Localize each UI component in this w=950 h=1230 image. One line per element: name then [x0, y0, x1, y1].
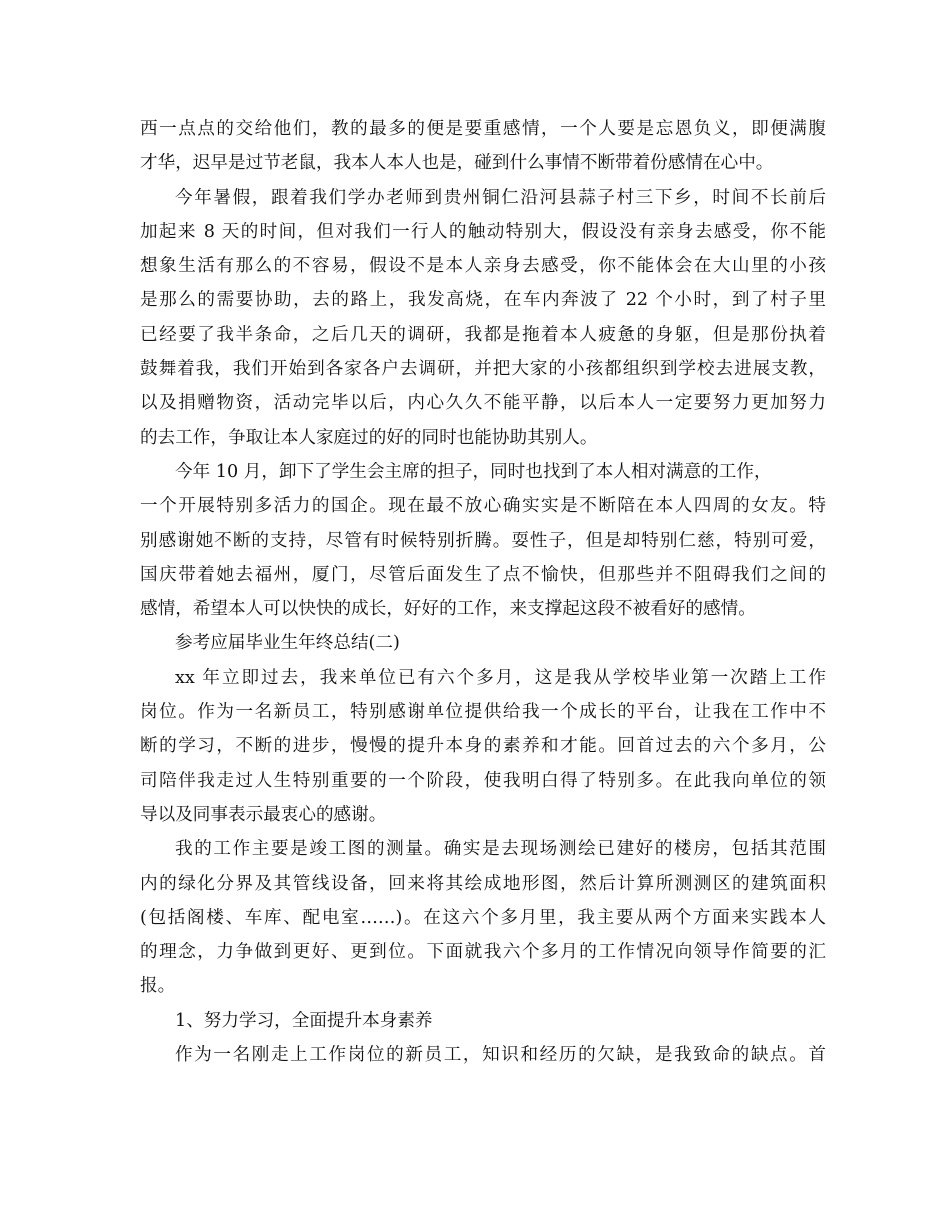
- text-line: 以及捐赠物资，活动完毕以后，内心久久不能平静，以后本人一定要努力更加努力: [140, 393, 826, 414]
- text-line: xx 年立即过去，我来单位已有六个多月，这是我从学校毕业第一次踏上工作: [175, 667, 826, 688]
- text-line: 今年暑假，跟着我们学办老师到贵州铜仁沿河县蒜子村三下乡，时间不长前后: [175, 187, 826, 208]
- text-line: 已经要了我半条命，之后几天的调研，我都是拖着本人疲惫的身躯，但是那份执着: [140, 324, 826, 345]
- document-page: [140, 112, 826, 1072]
- text-line: 加起来 8 天的时间，但对我们一行人的触动特别大，假设没有亲身去感受，你不能: [140, 221, 826, 242]
- text-line: 今年 10 月，卸下了学生会主席的担子，同时也找到了本人相对满意的工作，: [175, 461, 772, 482]
- text-line: 的理念，力争做到更好、更到位。下面就我六个多月的工作情况向领导作简要的汇: [140, 942, 826, 963]
- text-line: 才华，迟早是过节老鼠，我本人本人也是，碰到什么事情不断带着份感情在心中。: [140, 153, 774, 174]
- text-line: 感情，希望本人可以快快的成长，好好的工作，来支撑起这段不被看好的感情。: [140, 599, 756, 620]
- text-line: 我的工作主要是竣工图的测量。确实是去现场测绘已建好的楼房，包括其范围: [175, 839, 826, 860]
- text-line: 鼓舞着我，我们开始到各家各户去调研，并把大家的小孩都组织到学校去进展支教，: [140, 359, 826, 380]
- text-line: 司陪伴我走过人生特别重要的一个阶段，使我明白得了特别多。在此我向单位的领: [140, 770, 826, 791]
- text-line: 断的学习，不断的进步，慢慢的提升本身的素养和才能。回首过去的六个多月，公: [140, 736, 826, 757]
- text-line: 的去工作，争取让本人家庭过的好的同时也能协助其别人。: [140, 427, 598, 448]
- text-line: 内的绿化分界及其管线设备，回来将其绘成地形图，然后计算所测测区的建筑面积: [140, 873, 826, 894]
- text-line: (包括阁楼、车库、配电室……)。在这六个多月里，我主要从两个方面来实践本人: [140, 907, 826, 928]
- text-line: 报。: [140, 976, 176, 997]
- text-line: 国庆带着她去福州，厦门，尽管后面发生了点不愉快，但那些并不阻碍我们之间的: [140, 564, 826, 585]
- text-line: 想象生活有那么的不容易，假设不是本人亲身去感受，你不能体会在大山里的小孩: [140, 256, 826, 277]
- text-line: 参考应届毕业生年终总结(二): [175, 633, 400, 654]
- text-line: 别感谢她不断的支持，尽管有时候特别折腾。耍性子，但是却特别仁慈，特别可爱，: [140, 530, 826, 551]
- text-line: 是那么的需要协助，去的路上，我发高烧，在车内奔波了 22 个小时，到了村子里: [140, 290, 826, 311]
- text-line: 一个开展特别多活力的国企。现在最不放心确实实是不断陪在本人四周的女友。特: [140, 496, 826, 517]
- text-line: 岗位。作为一名新员工，特别感谢单位提供给我一个成长的平台，让我在工作中不: [140, 702, 826, 723]
- text-line: 导以及同事表示最衷心的感谢。: [140, 804, 387, 825]
- text-line: 西一点点的交给他们，教的最多的便是要重感情，一个人要是忘恩负义，即便满腹: [140, 119, 826, 139]
- text-line: 作为一名刚走上工作岗位的新员工，知识和经历的欠缺，是我致命的缺点。首: [175, 1045, 826, 1066]
- text-line: 1、努力学习，全面提升本身素养: [175, 1010, 433, 1031]
